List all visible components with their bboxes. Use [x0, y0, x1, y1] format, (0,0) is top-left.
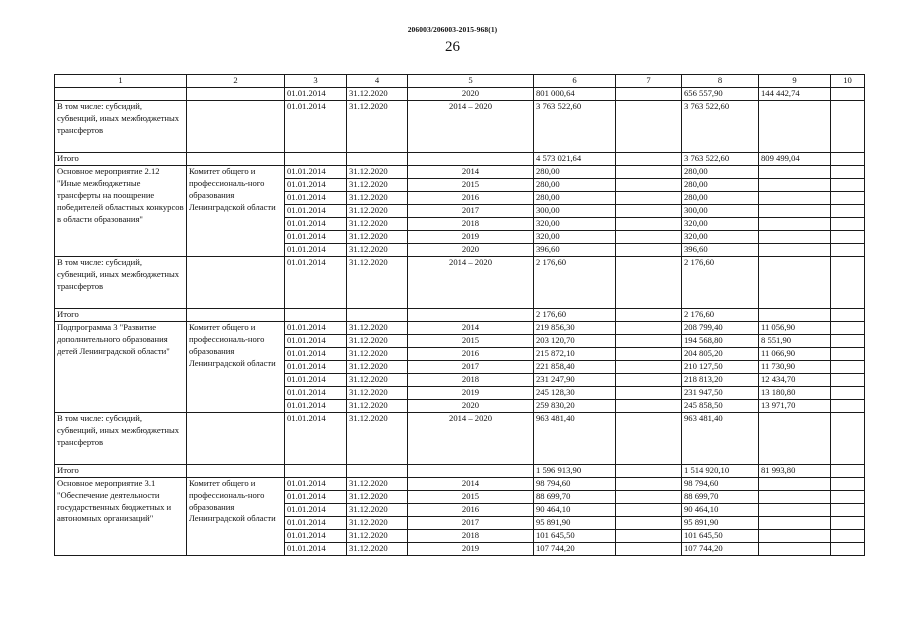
column-number: 6: [534, 75, 616, 88]
total-amount: 221 858,40: [534, 360, 616, 373]
page-number: 26: [445, 39, 460, 55]
total-amount: 320,00: [534, 217, 616, 230]
column-number: 8: [682, 75, 759, 88]
executor-name: Комитет общего и профессиональ-ного образования Ленинградской области: [187, 321, 285, 412]
period: 2020: [408, 88, 534, 101]
column-number: 1: [55, 75, 187, 88]
end-date: 31.12.2020: [347, 321, 408, 334]
col7-amount: [616, 256, 682, 308]
year: 2018: [408, 529, 534, 542]
start-date: [285, 308, 347, 321]
year: 2014: [408, 165, 534, 178]
start-date: 01.01.2014: [285, 399, 347, 412]
col8-amount: 2 176,60: [682, 308, 759, 321]
column-number: 3: [285, 75, 347, 88]
col10-amount: [831, 217, 865, 230]
year: 2014: [408, 477, 534, 490]
col10-amount: [831, 204, 865, 217]
column-number: 9: [759, 75, 831, 88]
col9-amount: [759, 178, 831, 191]
col9-amount: [759, 529, 831, 542]
col8-amount: 3 763 522,60: [682, 153, 759, 166]
col9-amount: [759, 256, 831, 308]
col10-amount: [831, 191, 865, 204]
col9-amount: [759, 230, 831, 243]
col9-amount: 11 730,90: [759, 360, 831, 373]
total-amount: 203 120,70: [534, 334, 616, 347]
year: 2015: [408, 178, 534, 191]
total-amount: 231 247,90: [534, 373, 616, 386]
executor-name: Комитет общего и профессиональ-ного образования Ленинградской области: [187, 477, 285, 555]
year-row: [55, 321, 865, 334]
total-amount: 963 481,40: [534, 412, 616, 464]
col7-amount: [616, 321, 682, 334]
total-amount: 280,00: [534, 191, 616, 204]
end-date: 31.12.2020: [347, 503, 408, 516]
col7-amount: [616, 347, 682, 360]
col8-amount: 320,00: [682, 230, 759, 243]
col8-amount: 107 744,20: [682, 542, 759, 555]
end-date: 31.12.2020: [347, 386, 408, 399]
itogo-row: [55, 308, 865, 321]
col10-amount: [831, 178, 865, 191]
col10-amount: [831, 153, 865, 166]
total-amount: 2 176,60: [534, 256, 616, 308]
col7-amount: [616, 243, 682, 256]
end-date: 31.12.2020: [347, 178, 408, 191]
col10-amount: [831, 412, 865, 464]
col9-amount: [759, 490, 831, 503]
col8-amount: 245 858,50: [682, 399, 759, 412]
total-amount: 320,00: [534, 230, 616, 243]
total-amount: 1 596 913,90: [534, 464, 616, 477]
col10-amount: [831, 230, 865, 243]
start-date: 01.01.2014: [285, 204, 347, 217]
col9-amount: 13 180,80: [759, 386, 831, 399]
col9-amount: 11 066,90: [759, 347, 831, 360]
start-date: 01.01.2014: [285, 477, 347, 490]
start-date: 01.01.2014: [285, 503, 347, 516]
program-title: Основное мероприятие 2.12 "Иные межбюджетные трансферты на поощрение победителей областных конкурсов в области образования": [55, 165, 187, 256]
start-date: 01.01.2014: [285, 516, 347, 529]
total-amount: 801 000,64: [534, 88, 616, 101]
col8-amount: 280,00: [682, 165, 759, 178]
col8-amount: 231 947,50: [682, 386, 759, 399]
column-number: 4: [347, 75, 408, 88]
start-date: 01.01.2014: [285, 321, 347, 334]
col7-amount: [616, 399, 682, 412]
start-date: 01.01.2014: [285, 230, 347, 243]
year: 2020: [408, 399, 534, 412]
table-body: [55, 75, 865, 556]
subsidy-label: В том числе: субсидий, субвенций, иных межбюджетных трансфертов: [55, 101, 187, 153]
year-row: [55, 165, 865, 178]
col10-amount: [831, 542, 865, 555]
subsidy-label: В том числе: субсидий, субвенций, иных межбюджетных трансфертов: [55, 412, 187, 464]
col9-amount: [759, 308, 831, 321]
start-date: 01.01.2014: [285, 101, 347, 153]
col7-amount: [616, 542, 682, 555]
col7-amount: [616, 360, 682, 373]
col10-amount: [831, 165, 865, 178]
year: 2019: [408, 542, 534, 555]
start-date: [285, 153, 347, 166]
col7-amount: [616, 386, 682, 399]
executor-name: Комитет общего и профессиональ-ного образования Ленинградской области: [187, 165, 285, 256]
col7-amount: [616, 178, 682, 191]
year: 2017: [408, 516, 534, 529]
col7-amount: [616, 230, 682, 243]
executor-cell: [187, 88, 285, 101]
period: 2014 – 2020: [408, 101, 534, 153]
col10-amount: [831, 503, 865, 516]
total-amount: 88 699,70: [534, 490, 616, 503]
total-amount: 90 464,10: [534, 503, 616, 516]
col10-amount: [831, 360, 865, 373]
col7-amount: [616, 204, 682, 217]
col9-amount: 81 993,80: [759, 464, 831, 477]
year: 2018: [408, 217, 534, 230]
itogo-label: Итого: [55, 464, 187, 477]
end-date: 31.12.2020: [347, 412, 408, 464]
col8-amount: 208 799,40: [682, 321, 759, 334]
column-number: 7: [616, 75, 682, 88]
col9-amount: [759, 542, 831, 555]
document-code: 206003/206003-2015-968(1): [407, 25, 498, 34]
start-date: 01.01.2014: [285, 347, 347, 360]
col10-amount: [831, 490, 865, 503]
col7-amount: [616, 464, 682, 477]
col8-amount: 656 557,90: [682, 88, 759, 101]
start-date: 01.01.2014: [285, 217, 347, 230]
year: 2015: [408, 490, 534, 503]
end-date: 31.12.2020: [347, 360, 408, 373]
col7-amount: [616, 529, 682, 542]
itogo-label: Итого: [55, 153, 187, 166]
col10-amount: [831, 243, 865, 256]
end-date: 31.12.2020: [347, 88, 408, 101]
col8-amount: 218 813,20: [682, 373, 759, 386]
subsidy-row: [55, 101, 865, 153]
col8-amount: 3 763 522,60: [682, 101, 759, 153]
year: 2018: [408, 373, 534, 386]
period: 2014 – 2020: [408, 412, 534, 464]
total-amount: 3 763 522,60: [534, 101, 616, 153]
col9-amount: [759, 412, 831, 464]
col8-amount: 204 805,20: [682, 347, 759, 360]
total-amount: 259 830,20: [534, 399, 616, 412]
col10-amount: [831, 101, 865, 153]
end-date: 31.12.2020: [347, 243, 408, 256]
total-amount: 219 856,30: [534, 321, 616, 334]
table-row: [55, 88, 865, 101]
start-date: 01.01.2014: [285, 542, 347, 555]
itogo-row: [55, 153, 865, 166]
end-date: 31.12.2020: [347, 217, 408, 230]
year: 2019: [408, 230, 534, 243]
subsidy-row: [55, 412, 865, 464]
year: 2014: [408, 321, 534, 334]
period: [408, 153, 534, 166]
total-amount: 95 891,90: [534, 516, 616, 529]
col9-amount: [759, 503, 831, 516]
start-date: [285, 464, 347, 477]
col9-amount: [759, 477, 831, 490]
total-amount: 98 794,60: [534, 477, 616, 490]
start-date: 01.01.2014: [285, 529, 347, 542]
executor-cell: [187, 412, 285, 464]
col10-amount: [831, 256, 865, 308]
col9-amount: [759, 217, 831, 230]
col9-amount: [759, 243, 831, 256]
col9-amount: 144 442,74: [759, 88, 831, 101]
col7-amount: [616, 412, 682, 464]
col8-amount: 88 699,70: [682, 490, 759, 503]
year: 2016: [408, 191, 534, 204]
col7-amount: [616, 334, 682, 347]
col9-amount: 11 056,90: [759, 321, 831, 334]
col10-amount: [831, 399, 865, 412]
start-date: 01.01.2014: [285, 490, 347, 503]
col10-amount: [831, 347, 865, 360]
col9-amount: 809 499,04: [759, 153, 831, 166]
year: 2017: [408, 204, 534, 217]
period: [408, 308, 534, 321]
column-number: 2: [187, 75, 285, 88]
end-date: 31.12.2020: [347, 165, 408, 178]
end-date: [347, 308, 408, 321]
end-date: 31.12.2020: [347, 230, 408, 243]
end-date: 31.12.2020: [347, 529, 408, 542]
column-number-row: [55, 75, 865, 88]
start-date: 01.01.2014: [285, 178, 347, 191]
start-date: 01.01.2014: [285, 334, 347, 347]
col10-amount: [831, 386, 865, 399]
end-date: 31.12.2020: [347, 204, 408, 217]
col9-amount: 13 971,70: [759, 399, 831, 412]
executor-cell: [187, 153, 285, 166]
col9-amount: 8 551,90: [759, 334, 831, 347]
start-date: 01.01.2014: [285, 412, 347, 464]
col10-amount: [831, 464, 865, 477]
year: 2016: [408, 347, 534, 360]
col8-amount: 280,00: [682, 178, 759, 191]
start-date: 01.01.2014: [285, 88, 347, 101]
row-label: [55, 88, 187, 101]
executor-cell: [187, 308, 285, 321]
col8-amount: 95 891,90: [682, 516, 759, 529]
col7-amount: [616, 516, 682, 529]
total-amount: 300,00: [534, 204, 616, 217]
col10-amount: [831, 373, 865, 386]
total-amount: 101 645,50: [534, 529, 616, 542]
end-date: 31.12.2020: [347, 334, 408, 347]
col8-amount: 210 127,50: [682, 360, 759, 373]
end-date: 31.12.2020: [347, 373, 408, 386]
start-date: 01.01.2014: [285, 256, 347, 308]
col7-amount: [616, 490, 682, 503]
executor-cell: [187, 464, 285, 477]
start-date: 01.01.2014: [285, 360, 347, 373]
total-amount: 4 573 021,64: [534, 153, 616, 166]
year: 2020: [408, 243, 534, 256]
total-amount: 107 744,20: [534, 542, 616, 555]
col7-amount: [616, 217, 682, 230]
year: 2017: [408, 360, 534, 373]
col9-amount: [759, 101, 831, 153]
year-row: [55, 477, 865, 490]
start-date: 01.01.2014: [285, 165, 347, 178]
end-date: 31.12.2020: [347, 347, 408, 360]
total-amount: 215 872,10: [534, 347, 616, 360]
year: 2015: [408, 334, 534, 347]
col9-amount: [759, 191, 831, 204]
col8-amount: 320,00: [682, 217, 759, 230]
col7-amount: [616, 191, 682, 204]
col9-amount: [759, 516, 831, 529]
column-number: 10: [831, 75, 865, 88]
col10-amount: [831, 516, 865, 529]
col8-amount: 963 481,40: [682, 412, 759, 464]
executor-cell: [187, 256, 285, 308]
col9-amount: 12 434,70: [759, 373, 831, 386]
start-date: 01.01.2014: [285, 373, 347, 386]
col7-amount: [616, 88, 682, 101]
col10-amount: [831, 321, 865, 334]
col7-amount: [616, 101, 682, 153]
subsidy-row: [55, 256, 865, 308]
col7-amount: [616, 153, 682, 166]
end-date: 31.12.2020: [347, 477, 408, 490]
start-date: 01.01.2014: [285, 386, 347, 399]
col10-amount: [831, 334, 865, 347]
period: 2014 – 2020: [408, 256, 534, 308]
total-amount: 245 128,30: [534, 386, 616, 399]
end-date: 31.12.2020: [347, 542, 408, 555]
col8-amount: 300,00: [682, 204, 759, 217]
start-date: 01.01.2014: [285, 191, 347, 204]
col8-amount: 194 568,80: [682, 334, 759, 347]
end-date: [347, 153, 408, 166]
end-date: 31.12.2020: [347, 490, 408, 503]
col7-amount: [616, 308, 682, 321]
executor-cell: [187, 101, 285, 153]
end-date: 31.12.2020: [347, 256, 408, 308]
year: 2016: [408, 503, 534, 516]
col8-amount: 101 645,50: [682, 529, 759, 542]
program-title: Подпрограмма 3 "Развитие дополнительного образования детей Ленинградской области": [55, 321, 187, 412]
total-amount: 280,00: [534, 178, 616, 191]
col10-amount: [831, 529, 865, 542]
col10-amount: [831, 88, 865, 101]
end-date: 31.12.2020: [347, 191, 408, 204]
col10-amount: [831, 477, 865, 490]
col8-amount: 396,60: [682, 243, 759, 256]
col8-amount: 1 514 920,10: [682, 464, 759, 477]
col10-amount: [831, 308, 865, 321]
col7-amount: [616, 165, 682, 178]
col8-amount: 280,00: [682, 191, 759, 204]
col7-amount: [616, 373, 682, 386]
end-date: 31.12.2020: [347, 516, 408, 529]
col7-amount: [616, 503, 682, 516]
end-date: 31.12.2020: [347, 399, 408, 412]
col7-amount: [616, 477, 682, 490]
financing-table: [54, 74, 865, 556]
itogo-label: Итого: [55, 308, 187, 321]
start-date: 01.01.2014: [285, 243, 347, 256]
total-amount: 2 176,60: [534, 308, 616, 321]
year: 2019: [408, 386, 534, 399]
col8-amount: 90 464,10: [682, 503, 759, 516]
program-title: Основное мероприятие 3.1 "Обеспечение деятельности государственных бюджетных и автономных организаций": [55, 477, 187, 555]
col9-amount: [759, 204, 831, 217]
col8-amount: 2 176,60: [682, 256, 759, 308]
column-number: 5: [408, 75, 534, 88]
total-amount: 280,00: [534, 165, 616, 178]
col9-amount: [759, 165, 831, 178]
end-date: [347, 464, 408, 477]
subsidy-label: В том числе: субсидий, субвенций, иных межбюджетных трансфертов: [55, 256, 187, 308]
end-date: 31.12.2020: [347, 101, 408, 153]
period: [408, 464, 534, 477]
total-amount: 396,60: [534, 243, 616, 256]
col8-amount: 98 794,60: [682, 477, 759, 490]
itogo-row: [55, 464, 865, 477]
